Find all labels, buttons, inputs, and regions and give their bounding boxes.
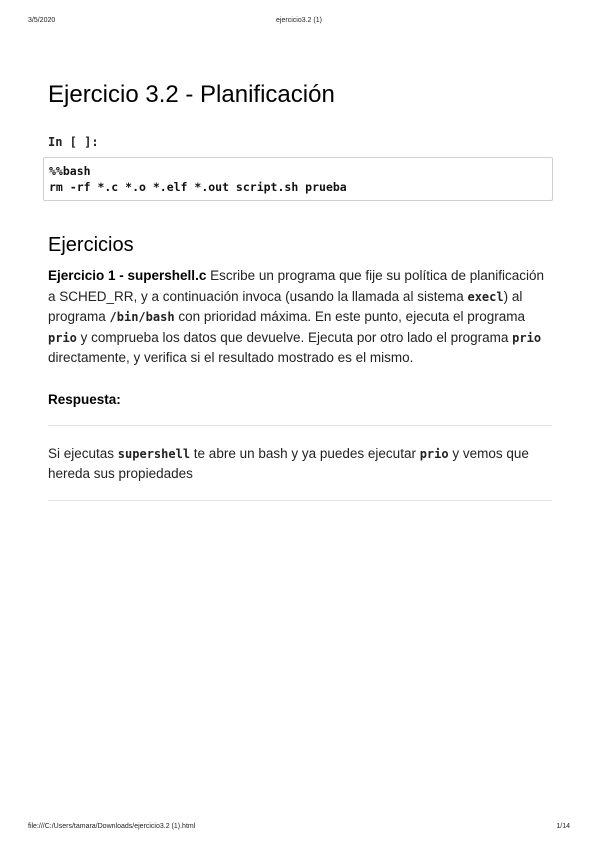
notebook-content bbox=[48, 78, 552, 501]
code-line-1: %%bash bbox=[49, 164, 91, 178]
exercise-text-3: con prioridad máxima. En este punto, ejecuta el programa bbox=[174, 309, 526, 324]
answer-text-2: te abre un bash y ya puedes ejecutar bbox=[190, 445, 420, 461]
section-title: Ejercicios bbox=[48, 234, 134, 256]
print-date: 3/5/2020 bbox=[28, 17, 56, 24]
answer-text-1: Si ejecutas bbox=[48, 445, 118, 461]
exercise-text-5: directamente, y verifica si el resultado mostrado es el mismo. bbox=[48, 350, 414, 365]
divider bbox=[48, 425, 552, 426]
inline-code-prio: prio bbox=[48, 330, 77, 345]
inline-code-bin-bash: /bin/bash bbox=[109, 310, 175, 324]
exercise-label: Ejercicio 1 - supershell.c bbox=[48, 268, 207, 283]
inline-code-supershell: supershell bbox=[117, 446, 191, 461]
code-line-2: rm -rf *.c *.o *.elf *.out script.sh prueba bbox=[49, 180, 347, 194]
answer-label: Respuesta: bbox=[48, 391, 121, 407]
exercise-text-1: Escribe un programa que fije su política de planificación a SCHED_RR, y a continuación invoca (usando la llamada al sistema bbox=[48, 268, 545, 304]
code-cell[interactable] bbox=[43, 157, 553, 201]
print-page-number: 1/14 bbox=[556, 823, 570, 830]
print-file-path: file:///C:/Users/tamara/Downloads/ejercicio3.2 (1).html bbox=[28, 823, 196, 830]
print-footer bbox=[28, 823, 570, 830]
page-title: Ejercicio 3.2 - Planificación bbox=[48, 81, 335, 108]
exercise-text-2: ) al programa bbox=[48, 288, 523, 324]
exercise-text-4: y comprueba los datos que devuelve. Ejecuta por otro lado el programa bbox=[76, 329, 513, 345]
inline-code-execl: execl bbox=[467, 289, 504, 304]
inline-code-prio: prio bbox=[512, 330, 542, 345]
exercise-paragraph bbox=[48, 266, 552, 369]
print-doc-title: ejercicio3.2 (1) bbox=[276, 17, 322, 24]
print-header bbox=[28, 17, 570, 24]
answer-text-3: y vemos que hereda sus propiedades bbox=[48, 445, 529, 481]
inline-code-prio: prio bbox=[419, 446, 449, 461]
divider bbox=[48, 500, 552, 501]
input-prompt: In [ ]: bbox=[48, 135, 99, 149]
answer-paragraph bbox=[48, 444, 552, 485]
